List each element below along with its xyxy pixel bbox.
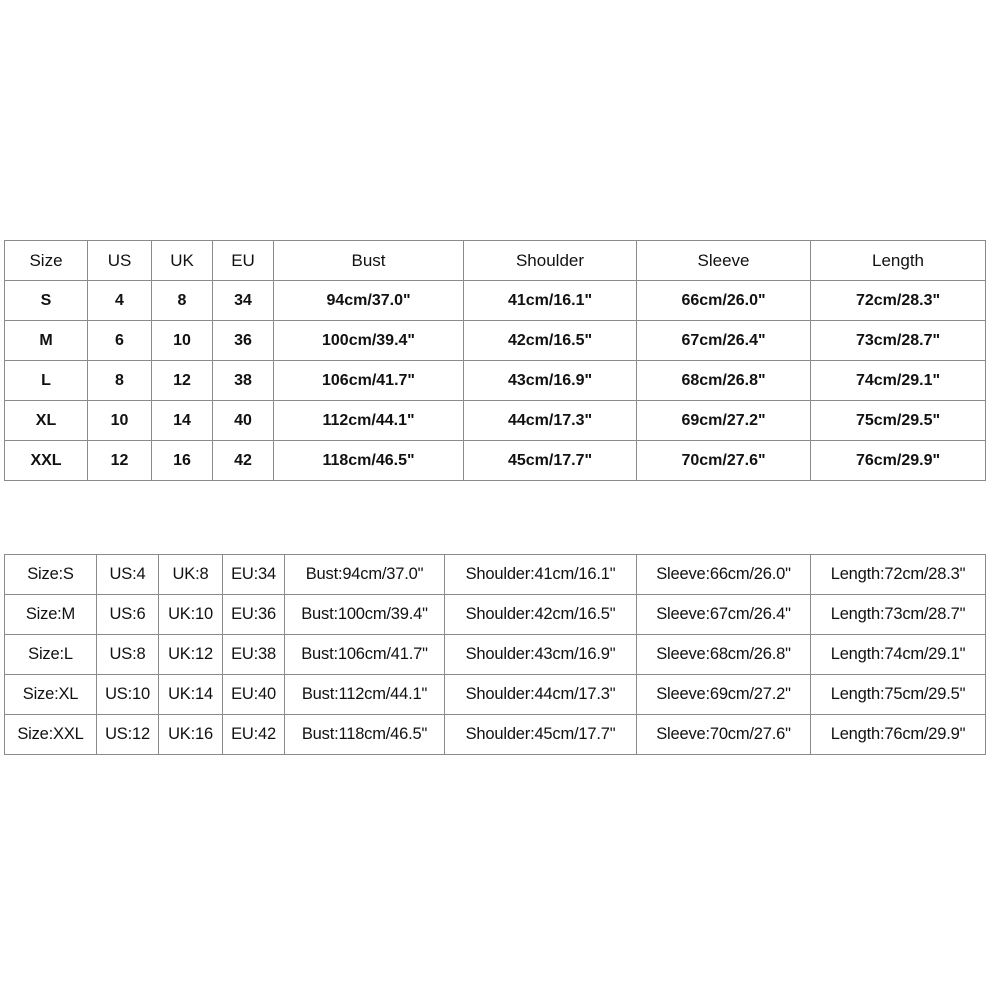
cell-us: 8 [88, 361, 152, 401]
table-row [5, 715, 986, 755]
header-size: Size [5, 241, 88, 281]
cell-shoulder: Shoulder:42cm/16.5" [445, 595, 637, 635]
cell-length: Length:72cm/28.3" [811, 555, 986, 595]
cell-eu: 38 [213, 361, 274, 401]
cell-us: US:10 [97, 675, 159, 715]
cell-uk: UK:10 [159, 595, 223, 635]
cell-length: 74cm/29.1" [811, 361, 986, 401]
cell-sleeve: Sleeve:67cm/26.4" [637, 595, 811, 635]
cell-bust: Bust:106cm/41.7" [285, 635, 445, 675]
cell-size: XXL [5, 441, 88, 481]
cell-uk: 12 [152, 361, 213, 401]
cell-size: Size:XL [5, 675, 97, 715]
cell-bust: 94cm/37.0" [274, 281, 464, 321]
cell-bust: 118cm/46.5" [274, 441, 464, 481]
cell-shoulder: Shoulder:41cm/16.1" [445, 555, 637, 595]
cell-bust: 106cm/41.7" [274, 361, 464, 401]
cell-length: 75cm/29.5" [811, 401, 986, 441]
cell-sleeve: 66cm/26.0" [637, 281, 811, 321]
cell-length: 76cm/29.9" [811, 441, 986, 481]
cell-us: 12 [88, 441, 152, 481]
cell-uk: 14 [152, 401, 213, 441]
cell-bust: Bust:118cm/46.5" [285, 715, 445, 755]
table-row [5, 281, 986, 321]
header-shoulder: Shoulder [464, 241, 637, 281]
table-row [5, 635, 986, 675]
cell-eu: EU:38 [223, 635, 285, 675]
cell-bust: 100cm/39.4" [274, 321, 464, 361]
cell-shoulder: 42cm/16.5" [464, 321, 637, 361]
header-us: US [88, 241, 152, 281]
cell-us: US:4 [97, 555, 159, 595]
cell-eu: 36 [213, 321, 274, 361]
cell-eu: EU:40 [223, 675, 285, 715]
cell-uk: UK:12 [159, 635, 223, 675]
cell-shoulder: 44cm/17.3" [464, 401, 637, 441]
table-row [5, 401, 986, 441]
cell-uk: UK:8 [159, 555, 223, 595]
header-row [5, 241, 986, 281]
cell-size: Size:M [5, 595, 97, 635]
cell-length: 73cm/28.7" [811, 321, 986, 361]
cell-length: Length:76cm/29.9" [811, 715, 986, 755]
cell-us: 10 [88, 401, 152, 441]
cell-sleeve: 70cm/27.6" [637, 441, 811, 481]
cell-uk: UK:16 [159, 715, 223, 755]
cell-bust: Bust:94cm/37.0" [285, 555, 445, 595]
cell-us: 4 [88, 281, 152, 321]
cell-bust: 112cm/44.1" [274, 401, 464, 441]
cell-shoulder: Shoulder:43cm/16.9" [445, 635, 637, 675]
cell-sleeve: Sleeve:69cm/27.2" [637, 675, 811, 715]
cell-sleeve: 69cm/27.2" [637, 401, 811, 441]
cell-shoulder: 41cm/16.1" [464, 281, 637, 321]
cell-uk: 16 [152, 441, 213, 481]
cell-us: US:6 [97, 595, 159, 635]
cell-size: Size:L [5, 635, 97, 675]
table-row [5, 595, 986, 635]
cell-uk: UK:14 [159, 675, 223, 715]
cell-uk: 8 [152, 281, 213, 321]
cell-eu: 42 [213, 441, 274, 481]
labeled-size-table [4, 554, 986, 755]
header-length: Length [811, 241, 986, 281]
cell-us: US:12 [97, 715, 159, 755]
cell-shoulder: Shoulder:45cm/17.7" [445, 715, 637, 755]
cell-sleeve: Sleeve:66cm/26.0" [637, 555, 811, 595]
cell-shoulder: 45cm/17.7" [464, 441, 637, 481]
cell-size: XL [5, 401, 88, 441]
cell-eu: 40 [213, 401, 274, 441]
cell-size: L [5, 361, 88, 401]
size-chart-table [4, 240, 986, 481]
cell-sleeve: 68cm/26.8" [637, 361, 811, 401]
table-row [5, 555, 986, 595]
cell-sleeve: Sleeve:70cm/27.6" [637, 715, 811, 755]
cell-size: S [5, 281, 88, 321]
table-row [5, 361, 986, 401]
cell-sleeve: 67cm/26.4" [637, 321, 811, 361]
cell-length: Length:73cm/28.7" [811, 595, 986, 635]
cell-sleeve: Sleeve:68cm/26.8" [637, 635, 811, 675]
cell-eu: EU:34 [223, 555, 285, 595]
cell-eu: EU:42 [223, 715, 285, 755]
cell-length: Length:75cm/29.5" [811, 675, 986, 715]
table-row [5, 321, 986, 361]
cell-eu: 34 [213, 281, 274, 321]
cell-size: Size:XXL [5, 715, 97, 755]
table-row [5, 675, 986, 715]
cell-shoulder: 43cm/16.9" [464, 361, 637, 401]
cell-bust: Bust:100cm/39.4" [285, 595, 445, 635]
cell-us: 6 [88, 321, 152, 361]
cell-shoulder: Shoulder:44cm/17.3" [445, 675, 637, 715]
header-eu: EU [213, 241, 274, 281]
header-uk: UK [152, 241, 213, 281]
header-sleeve: Sleeve [637, 241, 811, 281]
cell-uk: 10 [152, 321, 213, 361]
table-row [5, 441, 986, 481]
cell-size: M [5, 321, 88, 361]
cell-length: 72cm/28.3" [811, 281, 986, 321]
cell-us: US:8 [97, 635, 159, 675]
cell-length: Length:74cm/29.1" [811, 635, 986, 675]
cell-eu: EU:36 [223, 595, 285, 635]
cell-bust: Bust:112cm/44.1" [285, 675, 445, 715]
cell-size: Size:S [5, 555, 97, 595]
header-bust: Bust [274, 241, 464, 281]
